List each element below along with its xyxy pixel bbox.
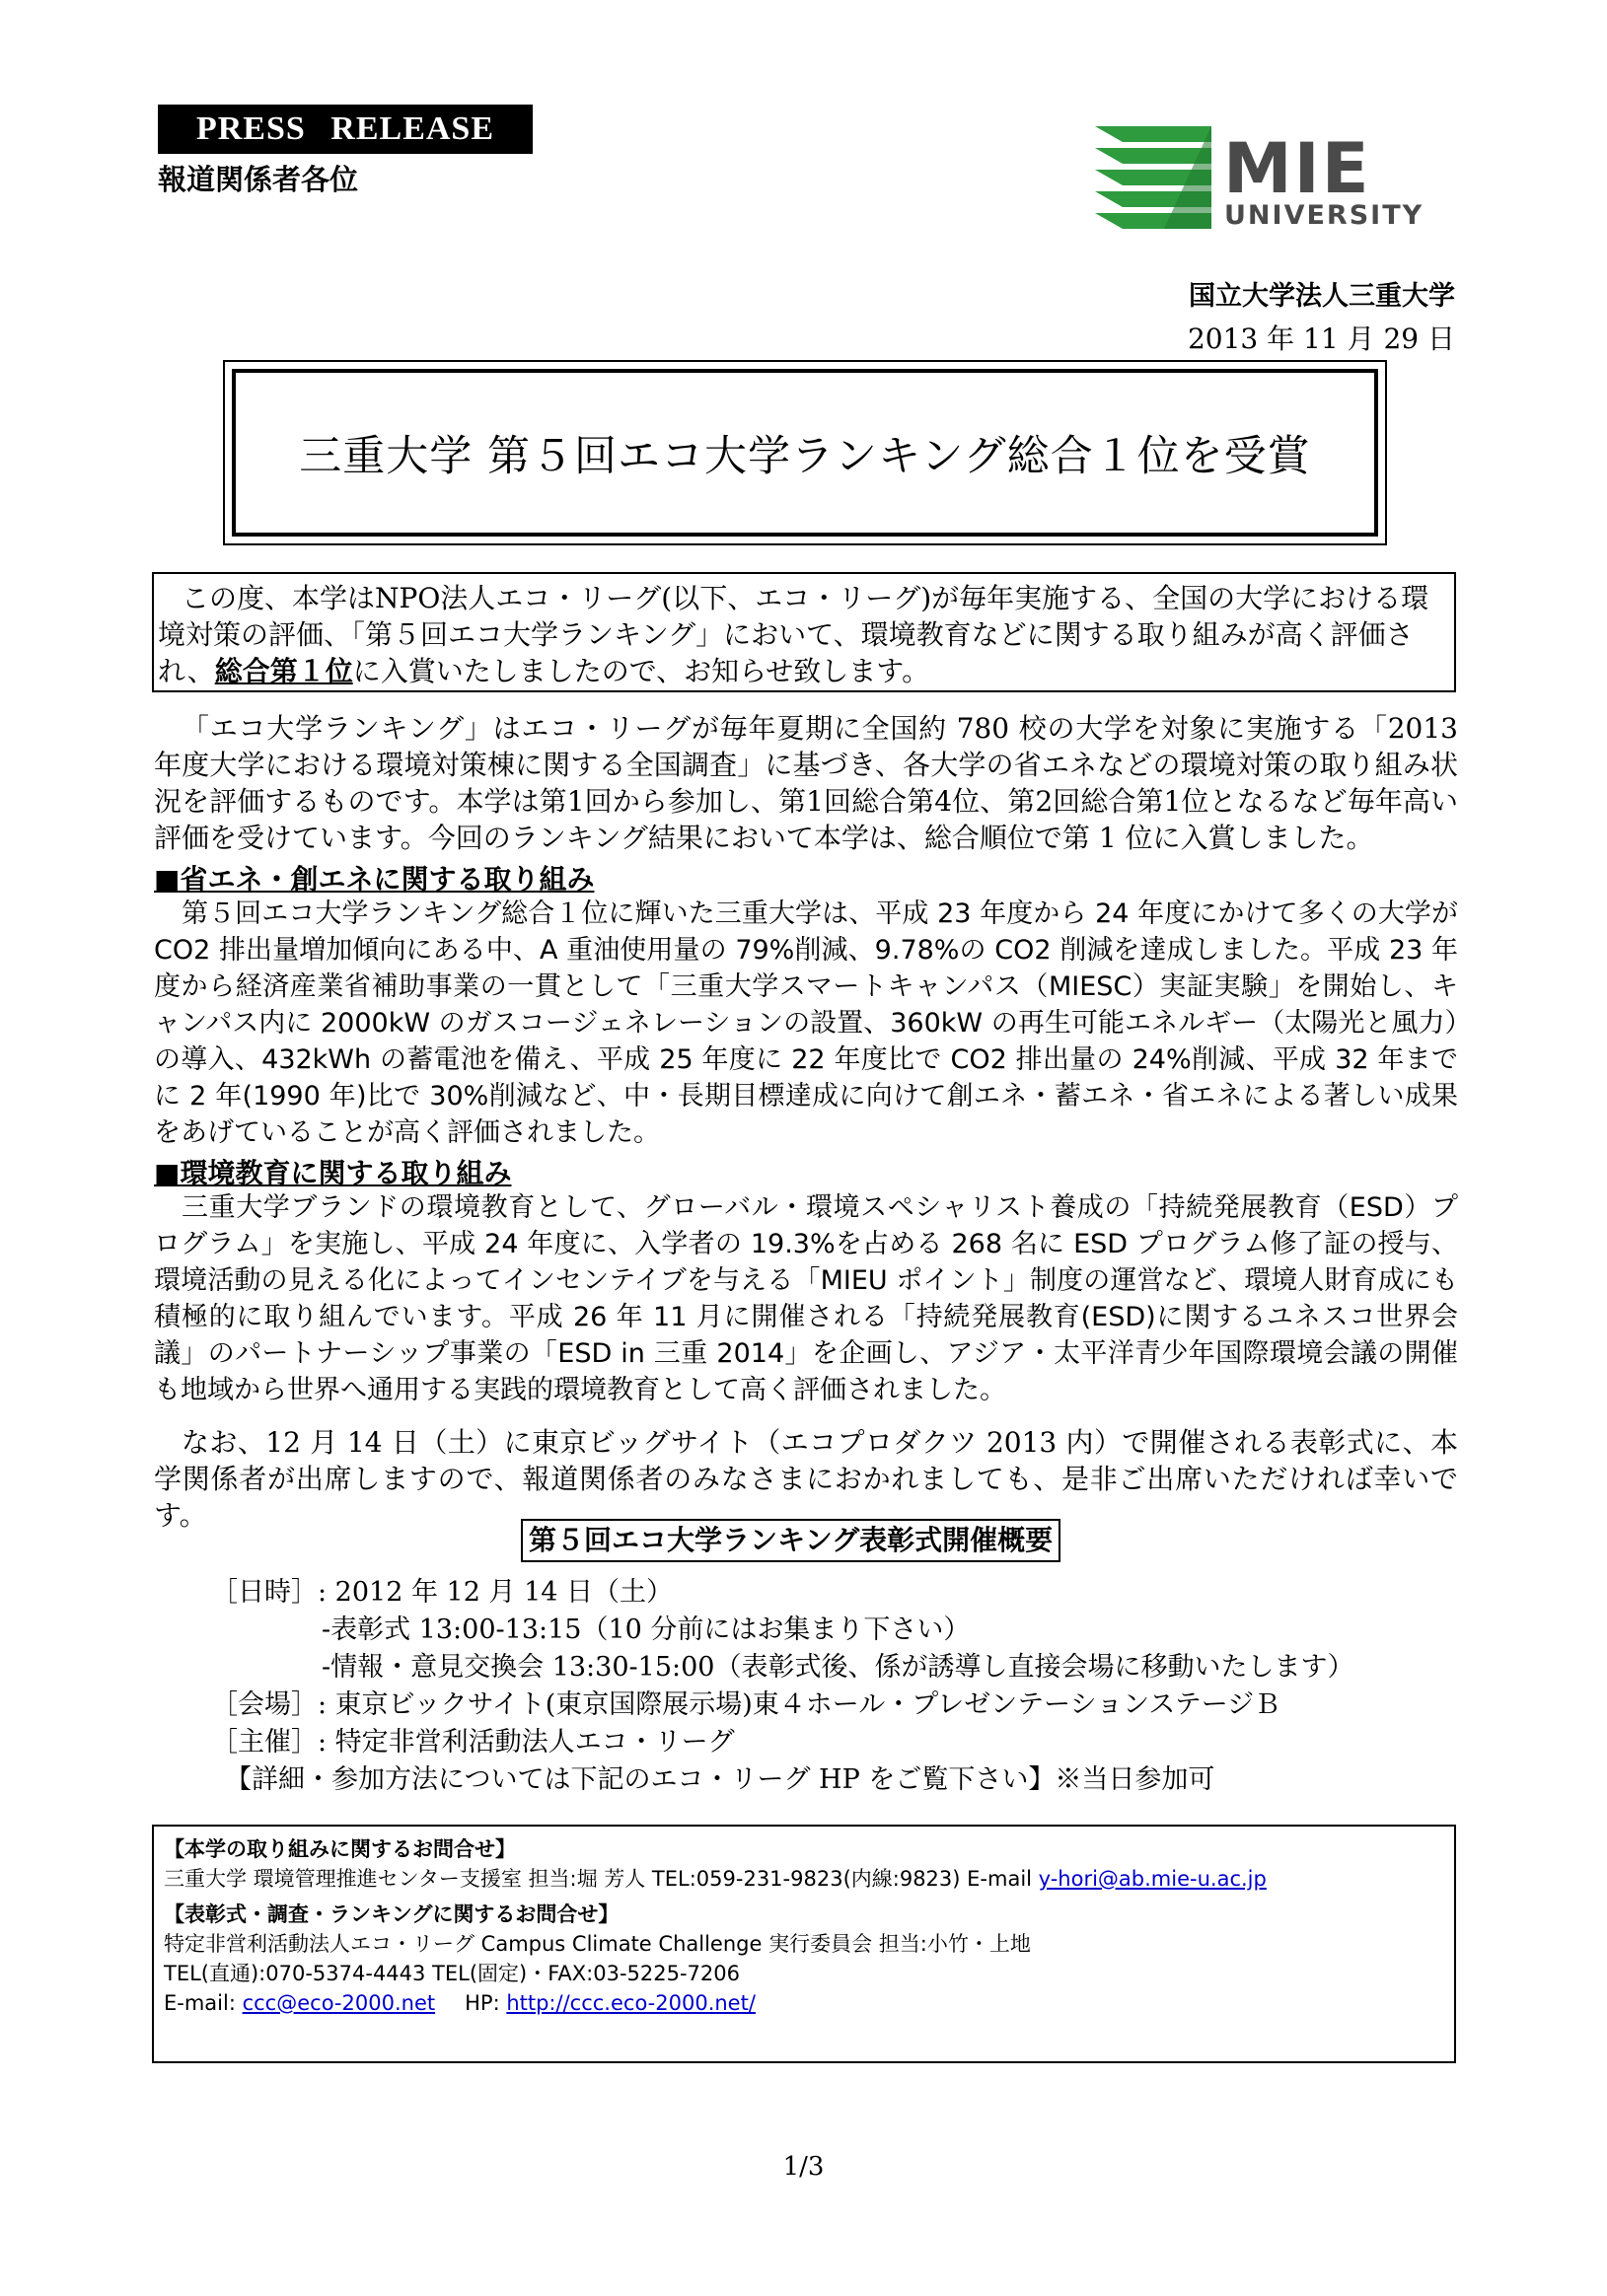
title-box: [223, 360, 1387, 545]
contact-heading-university: 【本学の取り組みに関するお問合せ】: [164, 1837, 516, 1861]
contact-heading-ecoleague: 【表彰式・調査・ランキングに関するお問合せ】: [164, 1902, 620, 1926]
section-heading-energy: ■省エネ・創エネに関する取り組み: [154, 863, 595, 896]
event-details: [211, 1574, 1353, 1799]
closing-paragraph: なお、12 月 14 日（土）に東京ビッグサイト（エコプロダクツ 2013 内）で開催される表彰式に、本学関係者が出席しますので、報道関係者のみなさまにおかれましても、是非ご出席いただければ幸いです。: [154, 1426, 1458, 1532]
event-overview-title: 第５回エコ大学ランキング表彰式開催概要: [521, 1519, 1060, 1562]
logo-text-mie: MIE: [1223, 128, 1371, 209]
event-exchange-time: -情報・意見交換会 13:30-15:00（表彰式後、係が誘導し直接会場に移動いたします）: [322, 1652, 1354, 1683]
event-note: 【詳細・参加方法については下記のエコ・リーグ HP をご覧下さい】※当日参加可: [225, 1764, 1215, 1795]
section-body-energy: 第５回エコ大学ランキング総合１位に輝いた三重大学は、平成 23 年度から 24 年度にかけて多くの大学が CO2 排出量増加傾向にある中、A 重油使用量の 79%削減、9.78%の CO2 削減を達成しました。平成 23 年度から経済産業省補助事業の一貫として「三重大学スマートキャンパス（MIESC）実証実験」を開始し、キャンパス内に 2000kW のガスコージェネレーションの設置、360kW の再生可能エネルギー（太陽光と風力）の導入、432kWh の蓄電池を備え、平成 25 年度に 22 年度比で CO2 排出量の 24%削減、平成 32 年までに 2 年(1990 年)比で 30%削減など、中・長期目標達成に向けて創エネ・蓄エネ・省エネによる著しい成果をあげていることが高く評価されました。: [154, 898, 1458, 1148]
page-title: 三重大学 第５回エコ大学ランキング総合１位を受賞: [299, 431, 1311, 481]
press-release-label: PRESS RELEASE: [158, 105, 533, 154]
section-body-education: 三重大学ブランドの環境教育として、グローバル・環境スペシャリスト養成の「持続発展教育（ESD）プログラム」を実施し、平成 24 年度に、入学者の 19.3%を占める 268 名に ESD プログラム修了証の授与、環境活動の見える化によってインセンテイブを与える「MIEU ポイント」制度の運営など、環境人財育成にも積極的に取り組んでいます。平成 26 年 11 月に開催される「持続発展教育(ESD)に関するユネスコ世界会議」のパートナーシップ事業の「ESD in 三重 2014」を企画し、アジア・太平洋青少年国際環境会議の開催も地域から世界へ通用する実践的環境教育として高く評価されました。: [154, 1192, 1458, 1405]
event-organizer: ［主催］: 特定非営利活動法人エコ・リーグ: [211, 1727, 735, 1758]
logo-text-university: UNIVERSITY: [1224, 200, 1424, 231]
event-datetime: ［日時］: 2012 年 12 月 14 日（土）: [211, 1577, 674, 1608]
summary-highlight: 総合第１位: [214, 655, 353, 687]
contact-university-email-link[interactable]: y-hori@ab.mie-u.ac.jp: [1038, 1867, 1267, 1891]
contact-university-info: 三重大学 環境管理推進センター支援室 担当:堀 芳人 TEL:059-231-9823(内線:9823) E-mail: [164, 1867, 1039, 1891]
contact-ecoleague-phone: TEL(直通):070-5374-4443 TEL(固定)・FAX:03-5225-7206: [164, 1962, 740, 1985]
summary-text-2: に入賞いたしましたので、お知らせ致します。: [352, 655, 930, 687]
contact-ecoleague-email-link[interactable]: ccc@eco-2000.net: [242, 1991, 436, 2015]
event-ceremony-time: -表彰式 13:00-13:15（10 分前にはお集まり下さい）: [322, 1614, 971, 1645]
section-heading-education: ■環境教育に関する取り組み: [154, 1157, 512, 1189]
mie-university-logo: [1095, 126, 1455, 235]
organization-name: 国立大学法人三重大学: [1189, 281, 1455, 312]
logo-mark-icon: [1095, 126, 1211, 231]
intro-paragraph: 「エコ大学ランキング」はエコ・リーグが毎年夏期に全国約 780 校の大学を対象に実施する「2013 年度大学における環境対策棟に関する全国調査」に基づき、各大学の省エネなどの環境対策の取り組み状況を評価するものです。本学は第1回から参加し、第1回総合第4位、第2回総合第1位となるなど毎年高い評価を受けています。今回のランキング結果において本学は、総合順位で第 1 位に入賞しました。: [154, 712, 1458, 854]
release-date: 2013 年 11 月 29 日: [1187, 323, 1455, 355]
contact-email-label: E-mail:: [164, 1991, 243, 2015]
addressee: 報道関係者各位: [158, 163, 359, 196]
contact-ecoleague-hp-link[interactable]: http://ccc.eco-2000.net/: [506, 1991, 756, 2015]
summary-text-1: この度、本学はNPO法人エコ・リーグ(以下、エコ・リーグ)が毎年実施する、全国の大学における環境対策の評価、「第５回エコ大学ランキング」において、環境教育などに関する取り組みが高く評価され、: [158, 582, 1429, 687]
contact-hp-label: HP:: [465, 1991, 507, 2015]
contact-ecoleague-org: 特定非営利活動法人エコ・リーグ Campus Climate Challenge 実行委員会 担当:小竹・上地: [164, 1932, 1031, 1956]
event-venue: ［会場］: 東京ビックサイト(東京国際展示場)東４ホール・プレゼンテーションステージＢ: [211, 1689, 1281, 1720]
contact-box: [152, 1825, 1456, 2063]
summary-box: [152, 572, 1456, 692]
page-number: 1/3: [782, 2152, 825, 2182]
